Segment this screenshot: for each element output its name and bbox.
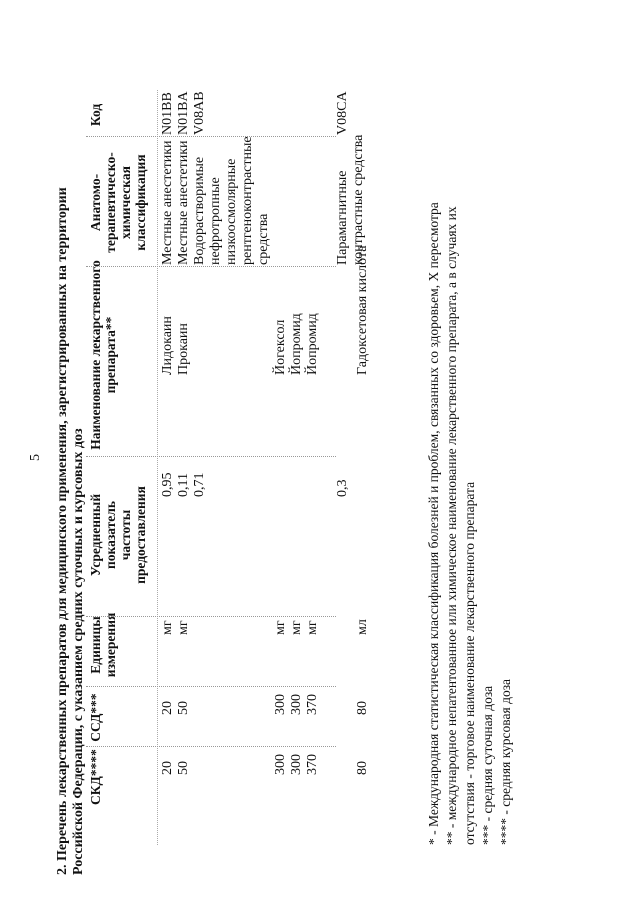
drug-iopromide-2: Йопромид (305, 313, 320, 375)
iopromide-1-skd: 300 (289, 754, 304, 775)
row2-ssd: 50 (176, 701, 191, 715)
footnote-3: *** - средняя суточная доза (480, 685, 495, 845)
col-header-atc: Анатомо- терапевтическо- химическая классификация (88, 152, 148, 253)
drug-iohexol: Йогексол (273, 319, 288, 375)
row1-ssd: 20 (160, 701, 175, 715)
section-title-line-1: 2. Перечень лекарственных препаратов для медицинского применения, зарегистрированных на территории (55, 187, 70, 875)
column-rule (86, 616, 336, 617)
col-header-frequency: Усредненный показатель частоты предоставления (88, 486, 148, 584)
column-rule (86, 746, 336, 747)
column-rule (86, 266, 336, 267)
header-rule (157, 90, 158, 845)
column-rule (86, 456, 336, 457)
row1-frequency: 0,95 (160, 472, 175, 497)
footnote-2: ** - международное непатентованное или химическое наименование лекарственного препарата, а в случаях их (444, 206, 459, 845)
gadoxetic-skd: 80 (355, 761, 370, 775)
iopromide-2-unit: мг (305, 620, 320, 635)
row2-atc: Местные анестетики (176, 140, 191, 265)
col-header-units: Единицы измерения (88, 612, 118, 678)
col-header-skd: СКД**** (88, 749, 103, 805)
footnote-1: * - Международная статистическая классификация болезней и проблем, связанных со здоровьем, X пересмотра (426, 202, 441, 845)
row1-code: N01BB (160, 92, 175, 135)
row2-skd: 50 (176, 761, 191, 775)
row3-frequency: 0,71 (192, 472, 207, 497)
iohexol-ssd: 300 (273, 694, 288, 715)
row4-frequency: 0,3 (335, 479, 350, 497)
iopromide-1-ssd: 300 (289, 694, 304, 715)
col-header-code: Код (88, 103, 103, 127)
gadoxetic-unit: мл (355, 619, 370, 635)
footnote-2-continued: отсутствия - торговое наименование лекарственного препарата (462, 481, 477, 845)
row4-code: V08CA (335, 91, 350, 135)
col-header-drug-name: Наименование лекарственного препарата** (88, 260, 118, 450)
row1-atc: Местные анестетики (160, 140, 175, 265)
row1-drug: Лидокаин (160, 316, 175, 375)
row3-code: V08AB (192, 91, 207, 135)
drug-iopromide-1: Йопромид (289, 313, 304, 375)
row2-drug: Прокаин (176, 323, 191, 375)
col-header-ssd: ССД*** (88, 693, 103, 742)
iohexol-skd: 300 (273, 754, 288, 775)
row3-atc: Водорастворимые нефротропные низкоосмолярные рентгеноконтрастные средства (192, 136, 271, 265)
section-title-line-2: Российской Федерации, с указанием средних суточных и курсовых доз (71, 428, 86, 875)
iopromide-2-ssd: 370 (305, 694, 320, 715)
iopromide-1-unit: мг (289, 620, 304, 635)
row2-unit: мг (176, 620, 191, 635)
iopromide-2-skd: 370 (305, 754, 320, 775)
row2-code: N01BA (176, 91, 191, 135)
drug-gadoxetic-acid: Гадоксетовая кислота (355, 245, 370, 375)
page-number: 5 (28, 454, 43, 461)
footnote-4: **** - средняя курсовая доза (498, 678, 513, 845)
gadoxetic-ssd: 80 (355, 701, 370, 715)
row2-frequency: 0,11 (176, 473, 191, 497)
iohexol-unit: мг (273, 620, 288, 635)
row4-atc: Парамагнитные контрастные средства (335, 134, 366, 265)
row1-skd: 20 (160, 761, 175, 775)
column-rule (86, 686, 336, 687)
row1-unit: мг (160, 620, 175, 635)
